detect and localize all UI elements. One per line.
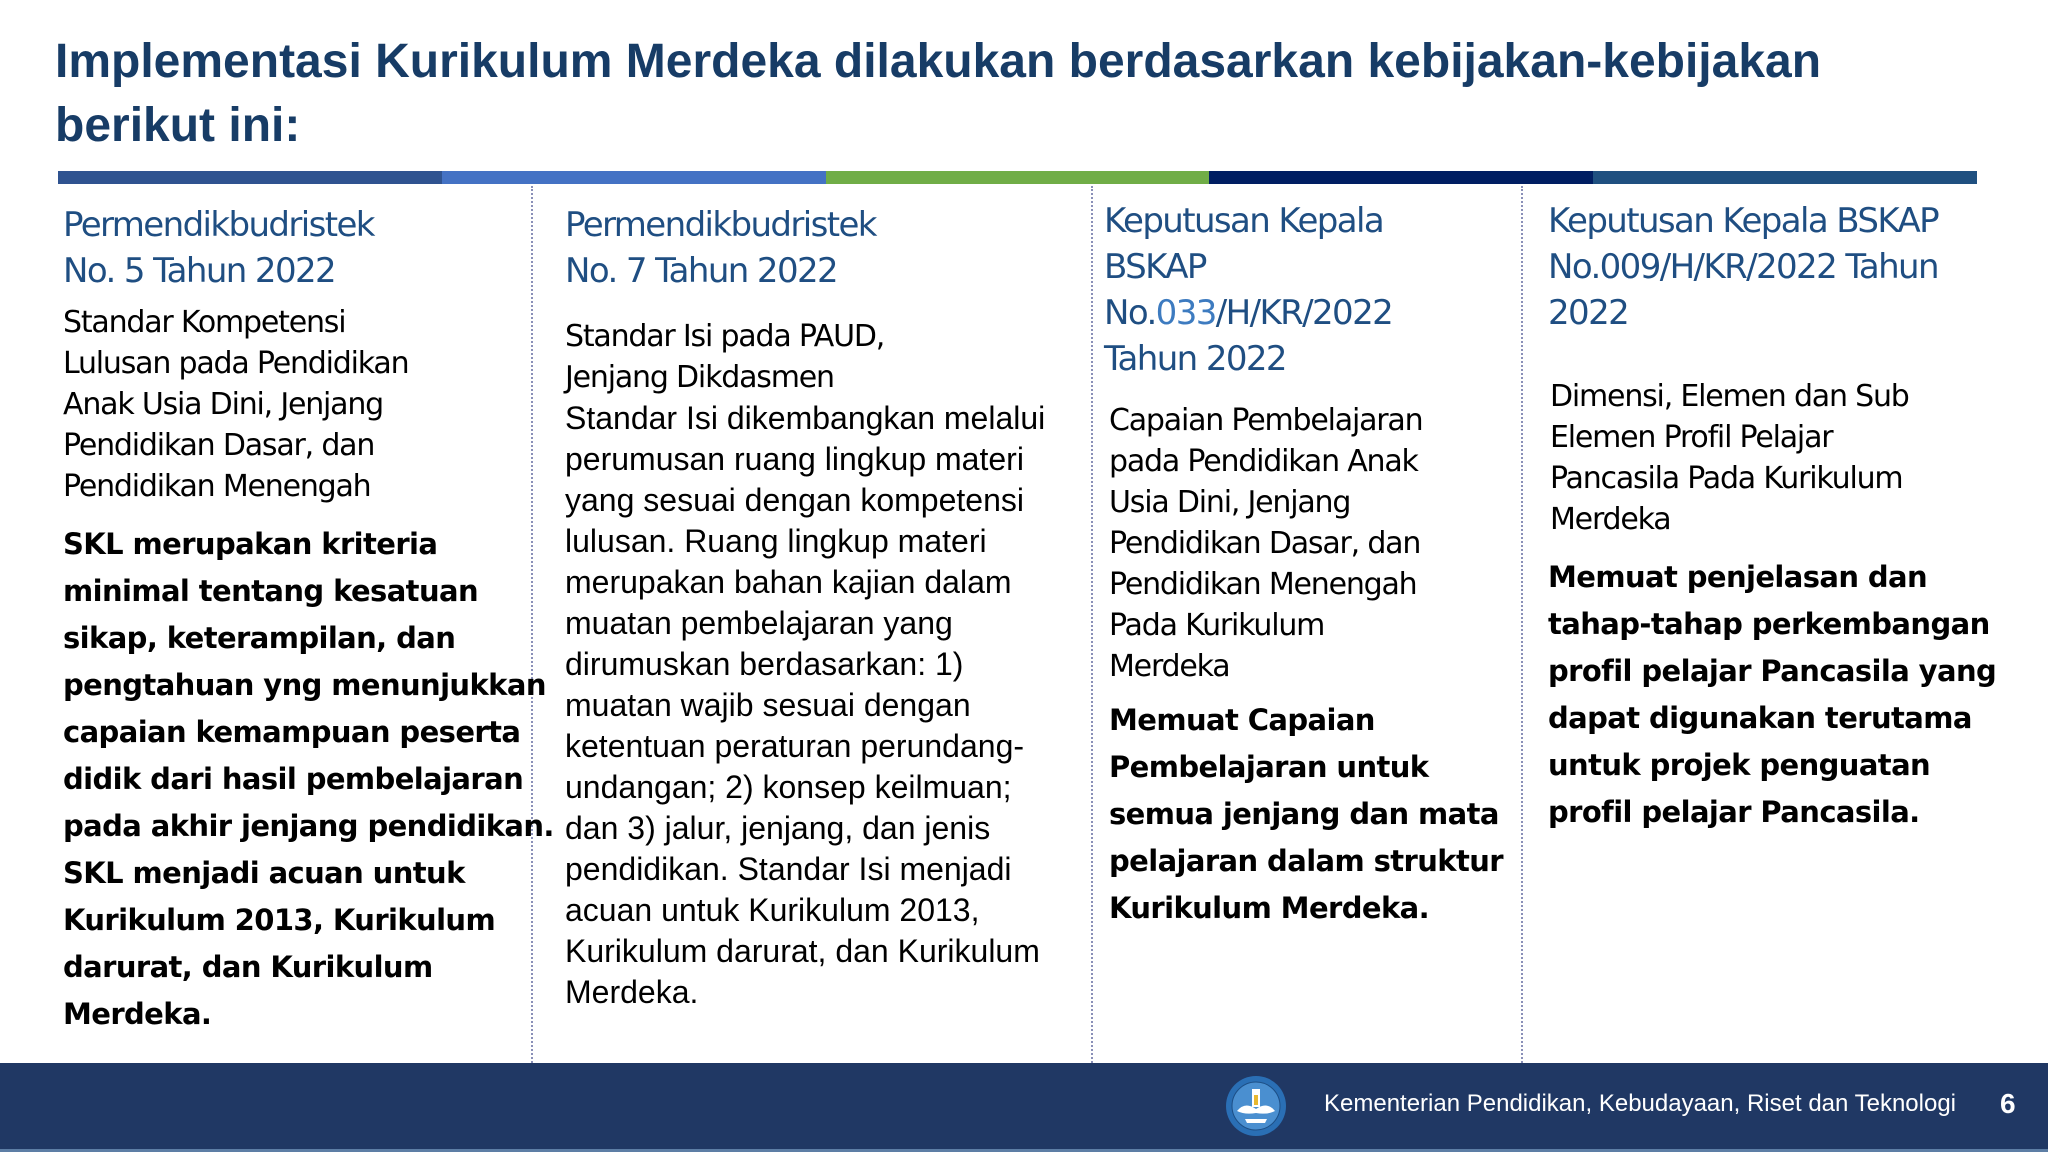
description-line: Merdeka. [565, 974, 699, 1010]
description-line: capaian kemampuan peserta [63, 715, 521, 749]
description-line: semua jenjang dan mata [1109, 797, 1499, 831]
page-number: 6 [2000, 1088, 2016, 1119]
description-line: Kurikulum Merdeka. [1109, 891, 1430, 925]
column-divider-2 [1091, 186, 1093, 1063]
policy-column-2 [565, 202, 1085, 1013]
subject-line: Dimensi, Elemen dan Sub [1550, 379, 1909, 414]
heading-line: No. 7 Tahun 2022 [565, 251, 838, 291]
description-line: ketentuan peraturan perundang- [565, 728, 1025, 764]
policy-description [1548, 554, 2038, 836]
color-bar-segment-5 [1593, 171, 1977, 184]
description-line: undangan; 2) konsep keilmuan; [565, 769, 1012, 805]
heading-line: Permendikbudristek [63, 205, 374, 245]
subject-line: Anak Usia Dini, Jenjang [63, 387, 384, 422]
subject-line: Standar Kompetensi [63, 305, 346, 340]
policy-column-4 [1548, 198, 2038, 836]
policy-description [63, 521, 554, 1038]
description-line: perumusan ruang lingkup materi [565, 441, 1024, 477]
subject-line: Pancasila Pada Kurikulum [1550, 461, 1903, 496]
description-line: profil pelajar Pancasila yang [1548, 654, 1997, 688]
color-bar-segment-4 [1209, 171, 1593, 184]
description-line: merupakan bahan kajian dalam [565, 564, 1012, 600]
subject-line: Pada Kurikulum [1109, 608, 1325, 643]
subject-line: Standar Isi pada PAUD, [565, 319, 885, 354]
subject-line: Pendidikan Dasar, dan [63, 428, 375, 463]
heading-line: Keputusan Kepala [1104, 201, 1384, 241]
description-line: pengtahuan yng menunjukkan [63, 668, 546, 702]
color-accent-bar [58, 171, 1977, 184]
title-line-1: Implementasi Kurikulum Merdeka dilakukan berdasarkan kebijakan-kebijakan [55, 35, 1822, 88]
number-prefix: No. [1104, 293, 1156, 333]
heading-number-line [1104, 290, 1514, 336]
number-suffix: /H/KR/2022 [1215, 293, 1393, 333]
description-line: pendidikan. Standar Isi menjadi [565, 851, 1012, 887]
description-line: pada akhir jenjang pendidikan. [63, 809, 554, 843]
column-divider-3 [1521, 186, 1523, 1063]
description-line: sikap, keterampilan, dan [63, 621, 456, 655]
description-line: SKL merupakan kriteria [63, 527, 438, 561]
tut-wuri-handayani-emblem-icon [1225, 1075, 1287, 1137]
heading-line: BSKAP [1104, 247, 1206, 287]
description-line: SKL menjadi acuan untuk [63, 856, 465, 890]
description-line: muatan pembelajaran yang [565, 605, 953, 641]
policy-subject [565, 316, 1085, 398]
policy-subject [1109, 400, 1514, 687]
description-line: Standar Isi dikembangkan melalui [565, 400, 1046, 436]
column-divider-1 [531, 186, 533, 1063]
description-line: acuan untuk Kurikulum 2013, [565, 892, 980, 928]
policy-subject [1550, 376, 2038, 540]
number-highlight: 033 [1155, 293, 1216, 333]
subject-line: Capaian Pembelajaran [1109, 403, 1423, 438]
title-line-2: berikut ini: [55, 99, 301, 152]
description-line: darurat, dan Kurikulum [63, 950, 433, 984]
color-bar-segment-1 [58, 171, 442, 184]
policy-heading [1548, 198, 2038, 336]
color-bar-segment-3 [826, 171, 1210, 184]
description-line: dirumuskan berdasarkan: 1) [565, 646, 964, 682]
slide-footer [0, 1063, 2048, 1152]
description-line: yang sesuai dengan kompetensi [565, 482, 1024, 518]
description-line: didik dari hasil pembelajaran [63, 762, 524, 796]
description-line: muatan wajib sesuai dengan [565, 687, 971, 723]
description-line: Merdeka. [63, 997, 212, 1031]
subject-line: Merdeka [1109, 649, 1230, 684]
subject-line: Jenjang Dikdasmen [565, 360, 834, 395]
subject-line: Lulusan pada Pendidikan [63, 346, 409, 381]
description-line: untuk projek penguatan [1548, 748, 1931, 782]
color-bar-segment-2 [442, 171, 826, 184]
policy-heading [565, 202, 1085, 294]
heading-line: Permendikbudristek [565, 205, 876, 245]
heading-line: No. 5 Tahun 2022 [63, 251, 336, 291]
ministry-name: Kementerian Pendidikan, Kebudayaan, Riset dan Teknologi [1324, 1090, 1956, 1117]
subject-line: Pendidikan Menengah [63, 469, 371, 504]
policy-heading [1104, 198, 1514, 382]
description-line: dapat digunakan terutama [1548, 701, 1972, 735]
policy-description [565, 398, 1085, 1013]
heading-line: 2022 [1548, 293, 1629, 333]
subject-line: Pendidikan Dasar, dan [1109, 526, 1421, 561]
subject-line: Usia Dini, Jenjang [1109, 485, 1351, 520]
heading-line: Tahun 2022 [1104, 339, 1286, 379]
slide-title [55, 30, 2015, 158]
description-line: pelajaran dalam struktur [1109, 844, 1503, 878]
policy-heading [63, 202, 523, 294]
policy-column-1 [63, 202, 554, 1038]
description-line: Kurikulum 2013, Kurikulum [63, 903, 496, 937]
description-line: dan 3) jalur, jenjang, dan jenis [565, 810, 991, 846]
description-line: profil pelajar Pancasila. [1548, 795, 1920, 829]
heading-line: Keputusan Kepala BSKAP [1548, 201, 1939, 241]
subject-line: pada Pendidikan Anak [1109, 444, 1418, 479]
description-line: Kurikulum darurat, dan Kurikulum [565, 933, 1040, 969]
description-line: tahap-tahap perkembangan [1548, 607, 1990, 641]
subject-line: Pendidikan Menengah [1109, 567, 1417, 602]
subject-line: Elemen Profil Pelajar [1550, 420, 1833, 455]
description-line: Memuat Capaian [1109, 703, 1375, 737]
policy-column-3 [1104, 198, 1514, 932]
description-line: lulusan. Ruang lingkup materi [565, 523, 987, 559]
heading-line: No.009/H/KR/2022 Tahun [1548, 247, 1938, 287]
description-line: minimal tentang kesatuan [63, 574, 479, 608]
subject-line: Merdeka [1550, 502, 1671, 537]
policy-description [1109, 697, 1514, 932]
description-line: Pembelajaran untuk [1109, 750, 1429, 784]
description-line: Memuat penjelasan dan [1548, 560, 1928, 594]
policy-subject [63, 302, 523, 507]
